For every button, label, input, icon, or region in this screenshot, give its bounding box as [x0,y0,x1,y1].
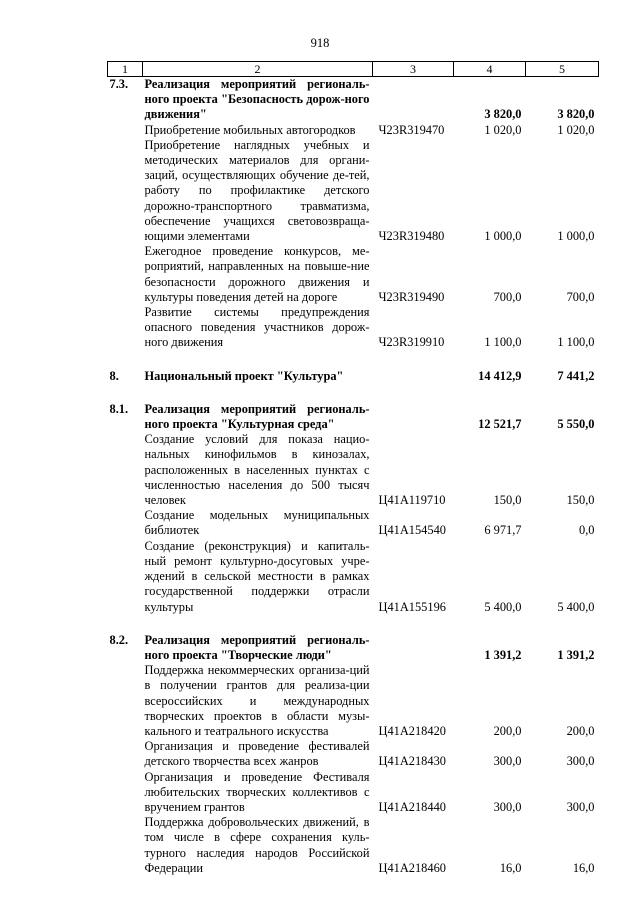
row-number [108,305,143,351]
row-code: Ц41А218430 [378,754,446,769]
row-value-col5: 1 020,0 [557,122,595,137]
table-row [108,663,599,739]
row-number: 8.2. [109,632,129,647]
row-value-col5: 3 820,0 [557,107,595,122]
row-value-col4: 3 820,0 [484,107,522,122]
row-number [108,739,143,769]
col-header-4: 4 [454,62,526,77]
row-value-col4: 150,0 [493,493,522,508]
row-value-col4: 300,0 [493,799,522,814]
row-code [373,77,454,123]
row-number [108,123,143,138]
row-name: Поддержка некоммерческих организа-ций в получении грантов для реализа-ции всероссийских и международных творческих проектов в области музы-кального и театрального искусства [144,663,370,738]
row-code [373,402,454,432]
spacer-row [108,384,599,402]
spacer-cell [108,351,599,369]
section-row [108,77,599,123]
spacer-row [108,351,599,369]
table-row [108,815,599,876]
row-value-col5: 5 400,0 [557,599,595,614]
row-number: 8.1. [109,401,129,416]
row-value-col5: 200,0 [566,723,595,738]
row-number [108,663,143,739]
table-row [108,244,599,305]
row-value-col4: 1 100,0 [484,335,522,350]
row-value-col5: 1 000,0 [557,229,595,244]
row-name: Создание условий для показа нацио-нальных кинофильмов в кинозалах, расположенных в населенных пунктах с численностью населения до 500 тысяч человек [144,432,370,508]
row-name: Развитие системы предупреждения опасного поведения участников дорож-ного движения [144,305,370,350]
row-code: Ц41А218440 [378,799,446,814]
row-value-col5: 5 550,0 [557,417,595,432]
row-value-col5: 700,0 [566,289,595,304]
row-code: Ц41А218420 [378,723,446,738]
section-row [108,369,599,384]
table-row [108,539,599,615]
col-header-5: 5 [526,62,599,77]
col-header-1: 1 [108,62,143,77]
table-body [108,77,599,876]
row-name: Реализация мероприятий региональ-ного проекта "Культурная среда" [144,401,370,432]
row-code [373,633,454,663]
row-value-col4: 12 521,7 [478,417,522,432]
row-value-col5: 150,0 [566,493,595,508]
row-value-col4: 14 412,9 [478,368,522,383]
row-name: Организация и проведение фестивалей детского творчества всех жанров [144,739,370,769]
section-row [108,633,599,663]
row-value-col5: 16,0 [572,860,595,875]
col-header-2: 2 [143,62,373,77]
column-number-header [108,62,599,77]
row-number: 7.3. [109,77,129,91]
table-row [108,123,599,138]
row-name: Создание (реконструкция) и капиталь-ный ремонт культурно-досуговых учре-ждений в сельской местности в рамках государственной поддержки отрасли культуры [144,538,370,614]
row-name: Реализация мероприятий региональ-ного проекта "Безопасность дорож-ного движения" [144,77,370,122]
row-value-col4: 1 000,0 [484,229,522,244]
table-row [108,432,599,508]
row-value-col4: 1 020,0 [484,122,522,137]
row-value-col5: 300,0 [566,799,595,814]
row-value-col4: 200,0 [493,723,522,738]
table-row [108,508,599,538]
row-code: Ц41А218460 [378,860,446,875]
row-value-col5: 1 391,2 [557,647,595,662]
row-value-col5: 7 441,2 [557,368,595,383]
row-value-col4: 1 391,2 [484,647,522,662]
row-name: Организация и проведение Фестиваля любительских творческих коллективов с вручением грантов [144,769,370,814]
row-name: Поддержка добровольческих движений, в том числе в сфере сохранения куль-турного наследия народов Российской Федерации [144,815,370,875]
row-code: Ч23R319910 [378,335,445,350]
row-number [108,244,143,305]
spacer-cell [108,384,599,402]
row-name: Создание модельных муниципальных библиотек [144,508,370,538]
row-number [108,815,143,876]
table-row [108,739,599,769]
row-value-col4: 700,0 [493,289,522,304]
row-name: Ежегодное проведение конкурсов, ме-роприятий, направленных на повыше-ние безопасности дорожного движения и культуры поведения детей на дороге [144,244,370,304]
spacer-cell [108,615,599,633]
row-value-col5: 300,0 [566,754,595,769]
row-code: Ч23R319490 [378,289,445,304]
row-code: Ц41А154540 [378,523,446,538]
row-value-col4: 300,0 [493,754,522,769]
table-row [108,770,599,816]
section-row [108,402,599,432]
row-value-col4: 6 971,7 [484,523,522,538]
row-name: Приобретение мобильных автогородков [144,122,356,137]
row-value-col5: 0,0 [579,523,595,538]
page-number: 918 [310,36,330,50]
row-value-col4: 16,0 [499,860,522,875]
row-name: Реализация мероприятий региональ-ного проекта "Творческие люди" [144,632,370,662]
spacer-row [108,615,599,633]
row-number [108,539,143,615]
row-number [108,138,143,244]
row-code: Ц41А119710 [378,493,446,508]
col-header-3: 3 [373,62,454,77]
row-value-col5: 1 100,0 [557,335,595,350]
row-code [373,369,454,384]
table-row [108,138,599,244]
table-row [108,305,599,351]
row-number: 8. [109,368,119,383]
row-code: Ч23R319480 [378,229,445,244]
row-number [108,432,143,508]
row-code: Ц41А155196 [378,599,446,614]
row-name: Приобретение наглядных учебных и методических материалов для органи-заций, осуществляющих обучение де-тей, работу по профилактике детского дорожно-транспортного травматизма, обеспечение учащихся световозвраща-ющими элементами [144,137,370,244]
row-code: Ч23R319470 [378,122,445,137]
row-number [108,770,143,816]
budget-table [107,61,599,876]
row-value-col4: 5 400,0 [484,599,522,614]
row-number [108,508,143,538]
row-name: Национальный проект "Культура" [144,368,344,383]
